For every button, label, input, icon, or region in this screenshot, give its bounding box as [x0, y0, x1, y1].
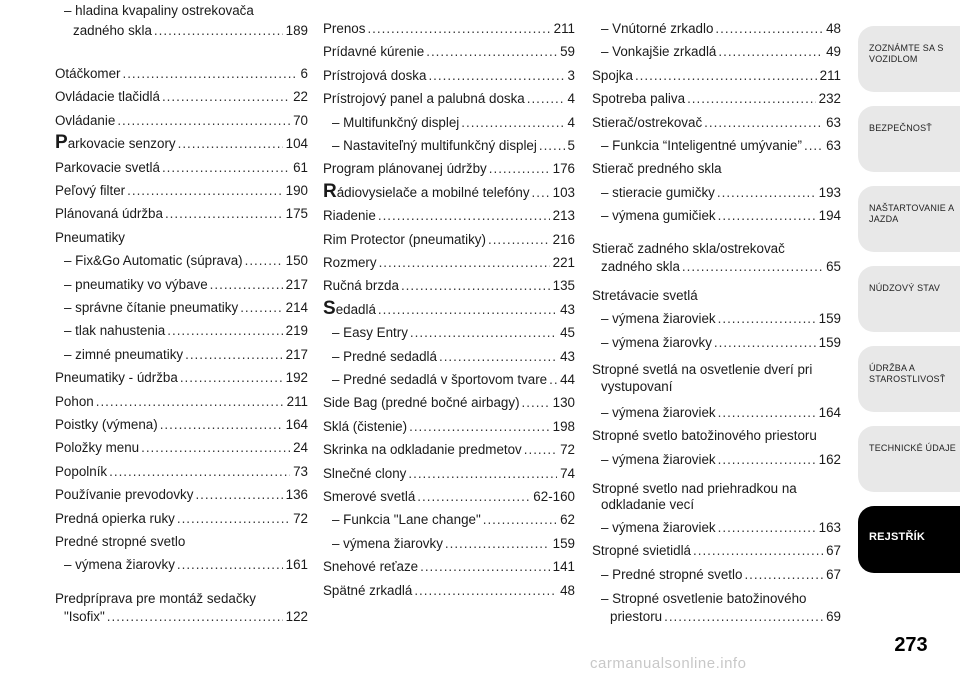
index-term: Spotreba paliva [592, 91, 686, 107]
index-term: Stierač/ostrekovač [592, 114, 703, 130]
page-ref: 189 [285, 23, 308, 38]
page-ref: 211 [819, 67, 841, 83]
page-ref: 122 [285, 609, 308, 624]
index-term: – Vonkajšie zrkadlá [601, 44, 717, 60]
page-ref: 4 [567, 114, 575, 130]
index-term: Stierač predného skla [592, 161, 722, 177]
index-term: arkovacie senzory [67, 136, 176, 152]
index-term: – Predné sedadlá v športovom tvare [332, 372, 548, 387]
section-tab-label: NAŠTARTOVANIE A [869, 203, 955, 213]
index-entry [323, 439, 575, 459]
index-entry [592, 205, 841, 225]
page-ref: 5 [567, 138, 575, 153]
index-entry [323, 205, 575, 225]
index-entry [55, 157, 308, 177]
index-entry [55, 414, 308, 434]
index-entry [323, 463, 575, 483]
index-entry [592, 88, 841, 108]
page-ref: 72 [560, 442, 575, 458]
page-ref: 6 [300, 66, 308, 81]
index-term: – Predné stropné svetlo [601, 566, 743, 582]
watermark-text: carmanualsonline.info [590, 655, 747, 672]
page-number: 273 [894, 634, 928, 656]
index-entry [323, 486, 575, 506]
section-tab[interactable] [858, 426, 960, 492]
page-ref: 164 [818, 405, 841, 420]
page-ref: 150 [285, 253, 308, 269]
index-entry [55, 437, 308, 457]
section-tab-label: JAZDA [869, 214, 899, 224]
index-term: Ovládacie tlačidlá [55, 89, 160, 105]
index-term: Parkovacie svetlá [55, 159, 160, 175]
index-term: Plánovaná údržba [55, 206, 163, 222]
index-entry-line: odkladanie vecí [601, 497, 695, 512]
page-ref: 45 [560, 325, 575, 341]
page-ref: 69 [826, 609, 841, 624]
index-entry [323, 135, 575, 155]
page-ref: 62 [560, 512, 575, 528]
page-ref: 217 [285, 276, 308, 292]
index-term: – výmena gumičiek [601, 208, 716, 224]
index-term: – Predné sedadlá [332, 348, 437, 364]
index-entry [323, 252, 575, 272]
index-term: Prístrojová doska [323, 67, 427, 83]
index-term: Pohon [55, 393, 94, 409]
index-entry [55, 180, 308, 200]
page-ref: 3 [567, 67, 575, 83]
index-entry [323, 556, 575, 576]
index-entry [592, 308, 841, 328]
page-ref: 59 [560, 44, 575, 60]
page-ref: 43 [560, 348, 575, 364]
index-term: Pneumatiky [55, 229, 125, 245]
index-term: – Easy Entry [332, 325, 408, 341]
section-tab-label: VOZIDLOM [869, 54, 918, 64]
page-ref: 44 [560, 372, 575, 387]
page-ref: 176 [552, 161, 575, 177]
index-entry-line: Stierač zadného skla/ostrekovač [592, 241, 785, 256]
index-term: Položky menu [55, 440, 140, 456]
page-ref: 74 [560, 465, 575, 481]
page-ref: 104 [285, 136, 308, 152]
page-ref: 49 [826, 44, 841, 60]
index-entry [592, 182, 841, 202]
page-ref: 22 [293, 89, 308, 105]
index-term: Stretávacie svetlá [592, 288, 698, 303]
index-term: – výmena žiarovky [601, 334, 712, 350]
index-entry [55, 344, 308, 364]
index-entry [323, 346, 575, 366]
index-entry [592, 135, 841, 155]
section-tab[interactable] [858, 506, 960, 573]
page-ref: 159 [818, 334, 841, 350]
index-entry [323, 369, 575, 389]
index-term: Prístrojový panel a palubná doska [323, 91, 525, 107]
index-term: – správne čítanie pneumatiky [64, 300, 239, 315]
index-entry [323, 416, 575, 436]
index-entry [55, 86, 308, 106]
page-ref: 135 [552, 278, 575, 294]
index-entry: "Isofix" ..... 122 [55, 606, 308, 626]
index-entry [55, 274, 308, 294]
index-term: Slnečné clony [323, 465, 407, 481]
page-ref: 193 [818, 184, 841, 200]
page-ref: 214 [285, 300, 308, 315]
page-ref: 61 [293, 159, 308, 175]
page-ref: 198 [552, 418, 575, 434]
section-tab-label: ÚDRŽBA A [869, 363, 916, 373]
index-term: – Funkcia "Lane change" [332, 512, 481, 528]
index-term: – výmena žiaroviek [601, 451, 716, 467]
index-entry [55, 554, 308, 574]
index-entry [592, 41, 841, 61]
page-ref: 175 [285, 206, 308, 222]
index-term: – zimné pneumatiky [64, 346, 184, 362]
page-ref: 162 [818, 451, 841, 467]
section-tab[interactable] [858, 266, 960, 332]
index-term: edadlá [335, 301, 376, 317]
index-term: – výmena žiaroviek [601, 311, 716, 327]
index-entry [592, 564, 841, 584]
index-term: Spätné zrkadlá [323, 582, 413, 598]
index-term: Poistky (výmena) [55, 417, 158, 432]
index-entry-line: Stropné svetlo nad priehradkou na [592, 481, 797, 496]
index-term: – tlak nahustenia [64, 323, 166, 339]
index-term: – výmena žiarovky [332, 535, 443, 551]
page-ref: 48 [826, 21, 841, 36]
index-term: Prídavné kúrenie [323, 44, 425, 60]
page-ref: 161 [285, 557, 308, 573]
page-ref: 141 [552, 559, 575, 575]
index-entry [323, 158, 575, 178]
index-term: – výmena žiaroviek [601, 405, 716, 420]
index-entry [592, 402, 841, 422]
index-entry [592, 112, 841, 132]
section-tab-label: STAROSTLIVOSŤ [869, 374, 946, 384]
page-ref: 190 [285, 183, 308, 198]
page-ref: 192 [285, 370, 308, 386]
page-ref: 194 [818, 208, 841, 224]
index-entry [592, 425, 841, 445]
index-entry [323, 322, 575, 342]
index-entry [323, 580, 575, 600]
index-term: – pneumatiky vo výbave [64, 276, 208, 292]
index-term: Popolník [55, 463, 108, 479]
index-entry [592, 18, 841, 38]
page-ref: 159 [552, 535, 575, 551]
index-term: Side Bag (predné bočné airbagy) [323, 395, 520, 411]
index-entry [55, 461, 308, 481]
index-term: Stropné svietidlá [592, 543, 691, 559]
index-term: – Nastaviteľný multifunkčný displej [332, 138, 537, 153]
index-entry [323, 275, 575, 295]
index-term: Skrinka na odkladanie predmetov [323, 442, 522, 458]
section-tab-label: TECHNICKÉ ÚDAJE [869, 443, 957, 453]
index-entry [592, 332, 841, 352]
page-ref: 159 [818, 311, 841, 327]
index-entry [55, 250, 308, 270]
page-ref: 103 [552, 184, 575, 200]
index-entry: priestoru ..... 69 [592, 606, 841, 626]
page-ref: 221 [552, 255, 575, 270]
index-term: Rim Protector (pneumatiky) [323, 231, 486, 247]
index-term: Rozmery [323, 255, 377, 270]
page-ref: 217 [285, 346, 308, 362]
page-ref: 67 [826, 543, 841, 559]
index-entry [323, 18, 575, 38]
index-entry-line: Predpríprava pre montáž sedačky [55, 591, 256, 606]
index-entry [323, 88, 575, 108]
index-entry [592, 517, 841, 537]
index-term: Stropné svetlo batožinového priestoru [592, 428, 817, 444]
index-term: Sklá (čistenie) [323, 418, 408, 434]
index-term: Peľový filter [55, 183, 126, 198]
page-ref: 67 [826, 566, 841, 582]
page-ref: 65 [826, 259, 841, 274]
index-term: Používanie prevodovky [55, 487, 194, 503]
index-entry-line: – Stropné osvetlenie batožinového [601, 591, 807, 606]
index-letter: P [55, 132, 68, 154]
index-term: ádiovysielače a mobilné telefóny [336, 184, 530, 200]
index-term: Riadenie [323, 208, 376, 224]
index-entry [55, 320, 308, 340]
index-entry [592, 158, 841, 178]
section-tab[interactable] [858, 26, 960, 92]
section-tab[interactable] [858, 186, 960, 252]
index-entry [323, 65, 575, 85]
index-term: Ovládanie [55, 112, 116, 128]
index-entry [323, 509, 575, 529]
index-entry [55, 133, 308, 153]
index-term: – výmena žiaroviek [601, 520, 716, 535]
index-entry [592, 540, 841, 560]
page-ref: 63 [826, 138, 841, 153]
index-term: Snehové reťaze [323, 559, 419, 575]
page-ref: 232 [818, 91, 841, 107]
page-ref: 216 [552, 231, 575, 247]
page-ref: 73 [293, 463, 308, 479]
index-entry [55, 391, 308, 411]
page-ref: 63 [826, 114, 841, 130]
index-entry [55, 484, 308, 504]
index-term: Predné stropné svetlo [55, 534, 186, 549]
index-entry [323, 112, 575, 132]
page-ref: 211 [286, 393, 308, 409]
index-entry [323, 392, 575, 412]
index-term: – Multifunkčný displej [332, 114, 460, 130]
index-entry [592, 285, 841, 305]
index-entry [55, 367, 308, 387]
index-term: Ručná brzda [323, 278, 399, 294]
index-term: Smerové svetlá [323, 489, 416, 504]
section-tab-label: REJSTŘÍK [869, 531, 925, 543]
section-tab-label: ZOZNÁMTE SA S [869, 43, 944, 53]
index-entry [323, 533, 575, 553]
index-entry: zadného skla ..... 189 [55, 20, 308, 40]
page-ref: 163 [818, 520, 841, 535]
page-ref: 62-160 [533, 489, 575, 504]
index-entry [55, 508, 308, 528]
index-entry [323, 41, 575, 61]
index-term: Pneumatiky - údržba [55, 370, 178, 386]
index-entry [55, 203, 308, 223]
page-ref: 211 [553, 21, 575, 36]
section-tab[interactable] [858, 106, 960, 172]
index-entry [323, 229, 575, 249]
index-term: – výmena žiarovky [64, 557, 175, 573]
index-term: Predná opierka ruky [55, 510, 175, 526]
index-entry-line: vystupovaní [601, 379, 673, 394]
index-entry [55, 227, 308, 247]
index-entry [55, 297, 308, 317]
page-ref: 72 [293, 510, 308, 526]
index-term: Otáčkomer [55, 66, 121, 81]
index-term: – Fix&Go Automatic (súprava) [64, 253, 243, 269]
page-ref: 219 [285, 323, 308, 339]
index-term: – Vnútorné zrkadlo [601, 21, 714, 36]
section-tab[interactable] [858, 346, 960, 412]
index-letter: R [323, 180, 337, 202]
page-ref: 136 [285, 487, 308, 503]
index-entry [592, 449, 841, 469]
index-entry [55, 63, 308, 83]
index-entry-line: – hladina kvapaliny ostrekovača [64, 3, 254, 18]
page-ref: 130 [552, 395, 575, 411]
page-ref: 70 [293, 112, 308, 128]
page-ref: 43 [560, 301, 575, 317]
page-ref: 4 [567, 91, 575, 107]
index-entry [55, 531, 308, 551]
index-term: – stieracie gumičky [601, 184, 715, 200]
index-term: Spojka [592, 67, 633, 83]
section-tab-label: NÚDZOVÝ STAV [869, 283, 941, 293]
page-ref: 48 [560, 582, 575, 598]
index-entry [55, 110, 308, 130]
index-entry-line: Stropné svetlá na osvetlenie dverí pri [592, 362, 813, 377]
index-entry [323, 299, 575, 319]
page-ref: 213 [552, 208, 575, 224]
index-entry [592, 65, 841, 85]
page-ref: 164 [285, 417, 308, 432]
index-term: – Funkcia “Inteligentné umývanie” [601, 138, 802, 153]
index-term: Program plánovanej údržby [323, 161, 487, 177]
index-entry [323, 182, 575, 202]
index-term: Prenos [323, 21, 366, 36]
index-entry: zadného skla ..... 65 [592, 256, 841, 276]
index-letter: S [323, 297, 336, 319]
page-ref: 24 [293, 440, 308, 456]
section-tab-label: BEZPEČNOSŤ [869, 123, 933, 133]
